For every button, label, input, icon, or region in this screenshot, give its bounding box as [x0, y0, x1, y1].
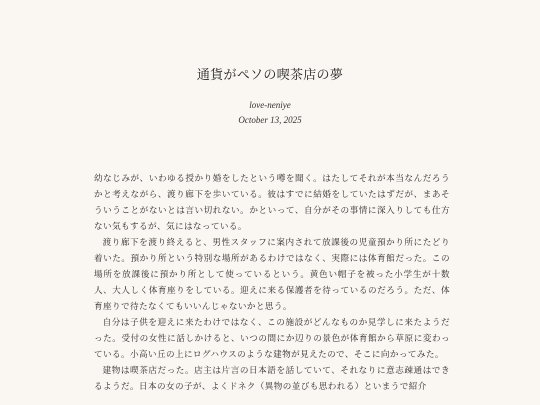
post-title: 通貨がペソの喫茶店の夢 [196, 68, 344, 83]
post-body [94, 171, 450, 395]
post-header [0, 64, 540, 125]
paragraph-3: 自分は子供を迎えに来たわけではなく、この施設がどんなものか見学しに来たようだった。受付の女性に話しかけると、いつの間にか辺りの景色が体育館から草原に変わっている。小高い丘の上にログハウスのような建物が見えたので、そこに向かってみた。 [94, 318, 450, 360]
paragraph-2: 渡り廊下を渡り終えると、男性スタッフに案内されて放課後の児童預かり所にたどり着いた。預かり所という特別な場所があるわけではなく、実際には体育館だった。この場所を放課後に預かり所として使っているという。黄色い帽子を被った小学生が十数人、大人しく体育座りをしている。迎えに来る保護者を待っているのだろう。ただ、体育座りで待たなくてもいいんじゃないかと思う。 [94, 238, 450, 312]
post-date: October 13, 2025 [238, 115, 302, 125]
paragraph-1: 幼なじみが、いわゆる授かり婚をしたという噂を聞く。はたしてそれが本当なんだろうかと考えながら、渡り廊下を歩いている。彼はすでに結婚をしていたはずだが、まあそういうことがないとは言い切れない。かといって、自分がその事情に深入りしても仕方ない気もするが、気にはなっている。 [94, 174, 450, 232]
paragraph-4: 建物は喫茶店だった。店主は片言の日本語を話していて、それなりに意志疎通はできるようだ。日本の女の子が、よくドネク（異物の並びも思われる）といまうで紹介 [94, 366, 450, 392]
post-author[interactable]: love-neniye [249, 100, 291, 110]
